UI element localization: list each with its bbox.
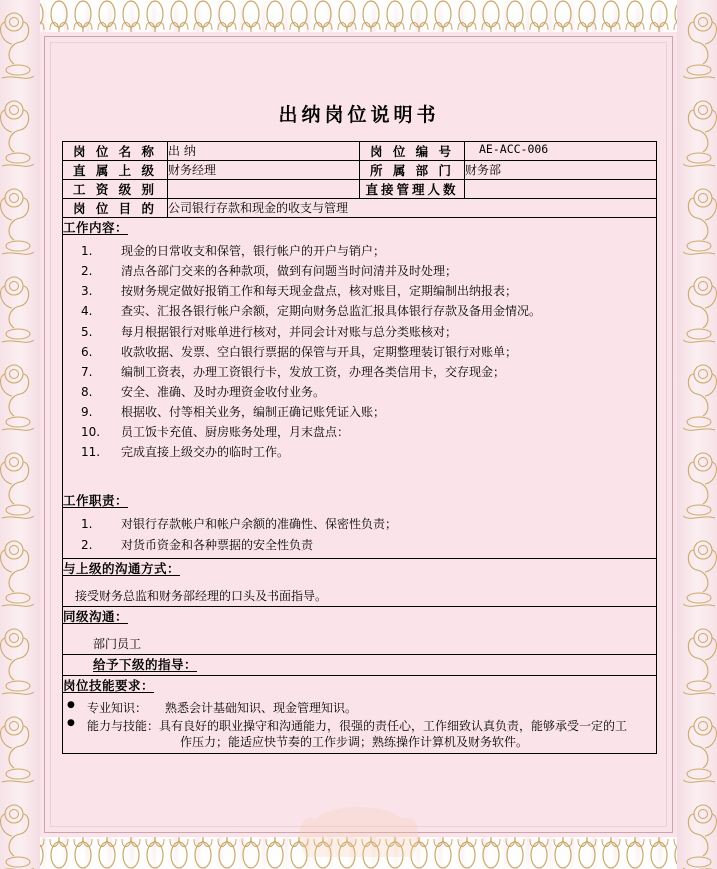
job-purpose-value: 公司银行存款和现金的收支与管理	[168, 199, 657, 218]
skill-text: 具有良好的职业操守和沟通能力，很强的责任心，工作细致认真负责，能够承受一定的工	[159, 719, 628, 734]
direct-supervisor-value: 财务经理	[168, 161, 360, 180]
left-border-decoration	[0, 0, 40, 869]
salary-grade-value	[168, 180, 360, 199]
work-duties-list	[63, 517, 656, 552]
work-content-section	[63, 218, 657, 559]
peer-communication-heading: 同级沟通：	[63, 608, 129, 624]
table-row	[63, 606, 657, 654]
list-item: 安全、准确、及时办理资金收付业务。	[121, 384, 326, 399]
list-item: 现金的日常收支和保管，银行帐户的开户与销户；	[121, 244, 386, 258]
top-border-decoration	[0, 0, 717, 32]
department-value: 财务部	[465, 161, 657, 180]
job-purpose-label: 岗 位 目 的	[63, 199, 168, 218]
bottom-watermark-decoration	[264, 797, 454, 859]
table-row	[63, 675, 657, 754]
document-body	[62, 52, 656, 754]
page-title: 出纳岗位说明书	[278, 104, 440, 126]
job-code-value: AE-ACC-006	[465, 142, 657, 161]
direct-supervisor-label: 直 属 上 级	[63, 161, 168, 180]
section-spacer	[63, 465, 656, 491]
job-code-label: 岗 位 编 号	[360, 142, 465, 161]
upward-communication-body: 接受财务总监和财务部经理的口头及书面指导。	[75, 588, 328, 603]
list-item: 收款收据、发票、空白银行票据的保管与开具，定期整理装订银行对账单；	[121, 344, 518, 359]
downward-guidance-heading: 给予下级的指导：	[93, 656, 198, 672]
left-border-swirl-pattern	[0, 0, 40, 869]
list-item	[63, 719, 656, 750]
list-item: 每月根据银行对账单进行核对，并同会计对账与总分类账核对；	[121, 324, 458, 339]
peer-communication-body: 部门员工	[93, 636, 142, 651]
peer-communication-section	[63, 606, 657, 654]
top-border-arch-pattern	[0, 0, 717, 32]
skills-list	[63, 701, 656, 751]
table-row	[63, 180, 657, 199]
list-item: 根据收、付等相关业务，编制正确记账凭证入账；	[121, 405, 386, 419]
department-label: 所 属 部 门	[360, 161, 465, 180]
table-row	[63, 654, 657, 675]
table-row	[63, 142, 657, 161]
upward-communication-section	[63, 558, 657, 606]
right-border-decoration	[677, 0, 717, 869]
salary-grade-label: 工 资 级 别	[63, 180, 168, 199]
job-info-table	[62, 141, 657, 754]
list-item: 按财务规定做好报销工作和每天现金盘点，核对账目，定期编制出纳报表；	[121, 284, 518, 299]
list-item: 清点各部门交来的各种款项，做到有问题当时问清并及时处理；	[121, 264, 458, 279]
list-item: 完成直接上级交办的临时工作。	[121, 445, 290, 460]
skill-term: 能力与技能：	[87, 719, 160, 734]
skill-text-continuation: 作压力；能适应快节奏的工作步调；熟练操作计算机及财务软件。	[180, 734, 529, 749]
direct-reports-label: 直接管理人数	[360, 180, 465, 199]
work-content-heading: 工作内容：	[63, 220, 129, 235]
list-item: 员工饭卡充值、厨房账务处理，月末盘点：	[121, 425, 350, 440]
table-row	[63, 558, 657, 606]
skills-heading: 岗位技能要求：	[63, 677, 155, 693]
skill-term: 专业知识：	[87, 700, 148, 715]
list-item: 对银行存款帐户和帐户余额的准确性、保密性负责；	[121, 517, 398, 532]
list-item: 查实、汇报各银行帐户余额，定期向财务总监汇报具体银行存款及备用金情况。	[121, 304, 542, 319]
table-row	[63, 218, 657, 559]
job-title-label: 岗 位 名 称	[63, 142, 168, 161]
work-content-list	[63, 244, 656, 460]
direct-reports-value	[465, 180, 657, 199]
skills-section	[63, 675, 657, 754]
table-row	[63, 199, 657, 218]
work-duties-heading: 工作职责：	[63, 493, 129, 509]
list-item: 编制工资表，办理工资银行卡，发放工资，办理各类信用卡，交存现金；	[121, 364, 506, 379]
skill-text: 熟悉会计基础知识、现金管理知识。	[165, 700, 358, 715]
job-title-value: 出 纳	[168, 142, 360, 161]
upward-communication-heading: 与上级的沟通方式：	[63, 560, 181, 576]
list-item: 对货币资金和各种票据的安全性负责	[121, 537, 314, 552]
downward-guidance-section	[63, 654, 657, 675]
right-border-swirl-pattern	[677, 0, 717, 869]
table-row	[63, 161, 657, 180]
list-item	[63, 701, 656, 717]
